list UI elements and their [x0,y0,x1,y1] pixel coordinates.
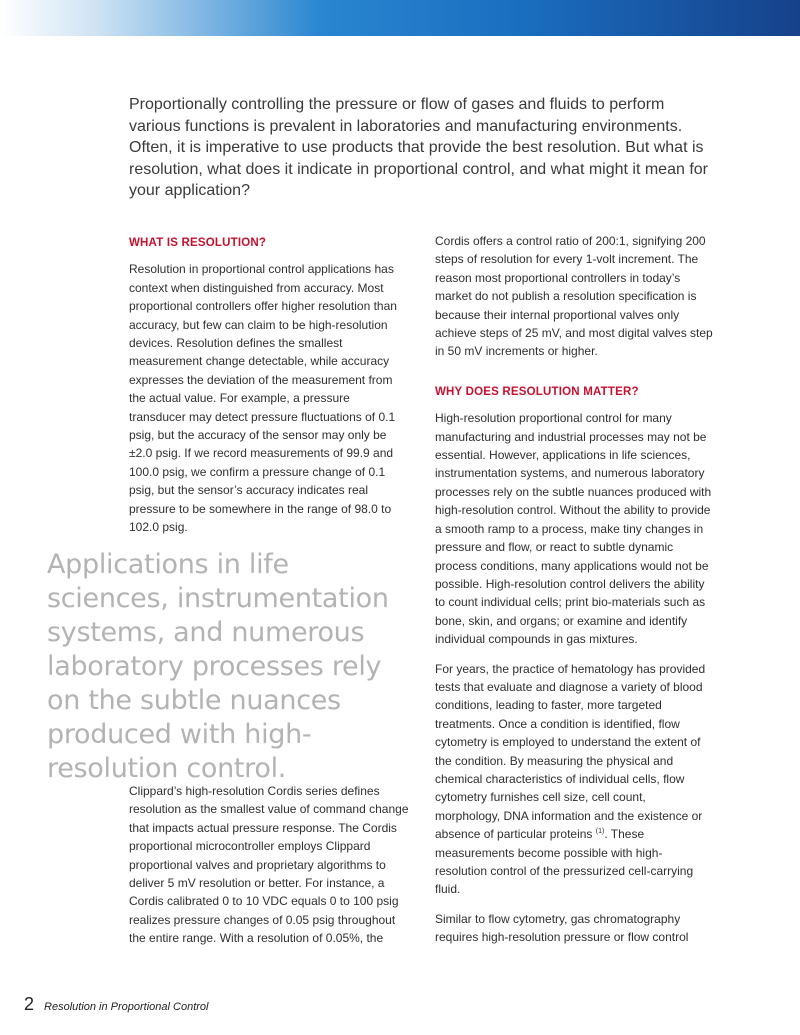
intro-paragraph: Proportionally controlling the pressure or flow of gases and fluids to perform various functions is prevalent in laboratories and manufacturing environments. Often, it is imperative to use products that provide the best resolution. But what is resolution, what does it indicate in proportional control, and what might it mean for your application? [129,96,708,199]
section-heading-why-does-resolution-matter: WHY DOES RESOLUTION MATTER? [435,385,639,398]
body-paragraph: Resolution in proportional control applications has context when distinguished from accuracy. Most proportional controllers offer higher resolution than accuracy, but few can claim to be high-resolution devices. Resolution defines the smallest measurement change detectable, while accuracy expresses the deviation of the measurement from the actual value. For example, a pressure transducer may detect pressure fluctuations of 0.1 psig, but the accuracy of the sensor may only be ±2.0 psig. If we record measurements of 99.9 and 100.0 psig, we confirm a pressure change of 0.1 psig, but the sensor’s accuracy indicates real pressure to be somewhere in the range of 98.0 to 102.0 psig. [129,262,397,535]
left-column-bottom [129,782,409,948]
body-paragraph: High-resolution proportional control for many manufacturing and industrial processes may not be essential. However, applications in life sciences, instrumentation systems, and numerous laboratory processes rely on the subtle nuances produced with high-resolution control. Without the ability to provide a smooth ramp to a process, make tiny changes in pressure and flow, or react to subtle dynamic process conditions, many applications would not be possible. High-resolution control delivers the ability to count individual cells; print bio-materials such as bone, skin, and organs; or examine and identify individual compounds in gas mixtures. [435,411,712,647]
body-text: For years, the practice of hematology has provided tests that evaluate and diagnose a variety of blood conditions, leading to faster, more targeted treatments. Once a condition is identified, flow cytometry is employed to understand the extent of the condition. By measuring the physical and chemical characteristics of individual cells, flow cytometry furnishes cell size, cell count, morphology, DNA information and the existence or absence of particular proteins [435,661,706,842]
right-column [435,232,713,947]
page-footer [24,994,209,1016]
section-heading-what-is-resolution: WHAT IS RESOLUTION? [129,237,267,249]
footer-title: Resolution in Proportional Control [44,1001,209,1013]
body-text: . These measurements become possible with high-resolution control of the pressurized cell-carrying fluid. [435,827,694,897]
body-paragraph: Cordis offers a control ratio of 200:1, signifying 200 steps of resolution for every 1-volt increment. The reason most proportional controllers in today’s market do not publish a resolution specification is because their internal proportional valves only achieve steps of 25 mV, and most digital valves step in 50 mV increments or higher. [435,234,713,359]
page-number: 2 [24,994,35,1014]
left-column-top [129,234,404,537]
header-gradient-bar [0,0,800,36]
body-paragraph: Similar to flow cytometry, gas chromatography requires high-resolution pressure or flow control [435,911,689,945]
footnote-reference: (1) [595,828,605,836]
body-paragraph [435,660,713,899]
body-paragraph: Clippard’s high-resolution Cordis series defines resolution as the smallest value of command change that impacts actual pressure response. The Cordis proportional microcontroller employs Clippard proportional valves and proprietary algorithms to deliver 5 mV resolution or better. For instance, a Cordis calibrated 0 to 10 VDC equals 0 to 100 psig realizes pressure changes of 0.05 psig throughout the entire range. With a resolution of 0.05%, the [129,784,409,946]
pull-quote: Applications in life sciences, instrumentation systems, and numerous laboratory processes rely on the subtle nuances produced with high-resolution control. [47,549,389,784]
